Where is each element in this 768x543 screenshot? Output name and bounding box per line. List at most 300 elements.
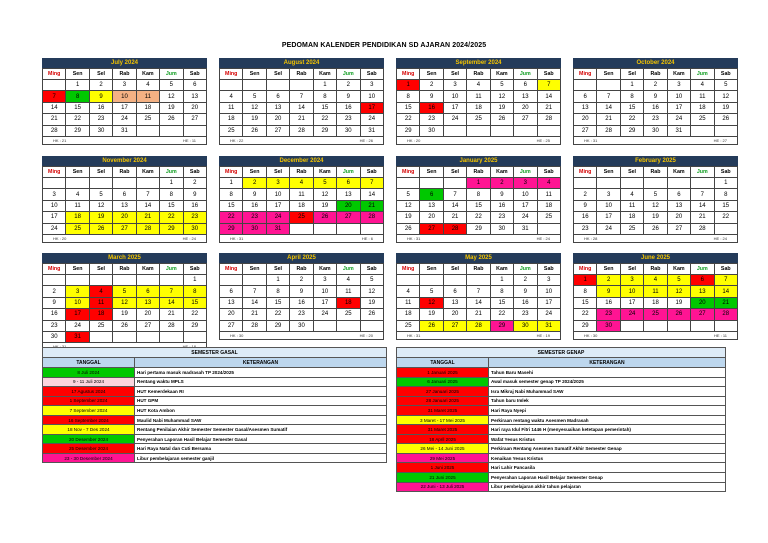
weekday-header: Kam <box>313 264 336 275</box>
day-cell <box>397 275 420 286</box>
day-cell: 15 <box>160 200 183 211</box>
event-date: 3 Maret - 17 Mei 2025 <box>397 415 489 425</box>
table-row <box>397 368 726 378</box>
day-cell: 1 <box>266 275 289 286</box>
table-row <box>397 482 726 492</box>
day-cell: 21 <box>43 114 66 125</box>
day-cell: 14 <box>597 102 620 113</box>
day-cell <box>136 125 159 136</box>
weekday-header: Sen <box>420 264 443 275</box>
day-cell: 26 <box>420 320 443 331</box>
day-cell: 18 <box>691 102 714 113</box>
day-cell: 22 <box>220 212 243 223</box>
day-cell: 17 <box>514 200 537 211</box>
day-cell: 24 <box>360 114 383 125</box>
day-cell <box>183 331 206 342</box>
day-cell: 1 <box>160 178 183 189</box>
day-cell <box>313 223 336 234</box>
day-cell: 15 <box>220 200 243 211</box>
day-cell: 26 <box>644 223 667 234</box>
workday-summary <box>219 137 384 145</box>
day-cell: 30 <box>43 331 66 342</box>
event-date: 26 Mei - 14 Juni 2025 <box>397 444 489 454</box>
day-cell: 3 <box>667 80 690 91</box>
day-cell: 29 <box>490 320 513 331</box>
day-cell: 4 <box>66 189 89 200</box>
day-cell: 14 <box>360 189 383 200</box>
day-cell <box>620 178 643 189</box>
day-cell <box>360 320 383 331</box>
weekday-header: Sen <box>597 167 620 178</box>
day-cell: 12 <box>243 102 266 113</box>
day-cell: 30 <box>183 223 206 234</box>
event-description: Kenaikan Yesus Kristus <box>489 453 726 463</box>
day-cell: 16 <box>514 297 537 308</box>
day-cell: 11 <box>620 200 643 211</box>
day-cell: 22 <box>490 309 513 320</box>
day-cell: 8 <box>714 189 737 200</box>
weekday-header: Ming <box>43 69 66 80</box>
workday-summary <box>573 137 738 145</box>
weekday-header: Sab <box>714 264 737 275</box>
day-cell: 31 <box>360 125 383 136</box>
he-count: HE : 11 <box>713 332 727 338</box>
day-cell: 26 <box>714 114 737 125</box>
day-cell: 20 <box>443 309 466 320</box>
day-cell: 19 <box>490 102 513 113</box>
day-cell <box>136 275 159 286</box>
event-description: Awal masuk semester genap TP 2024/2025 <box>489 377 726 387</box>
day-cell: 27 <box>667 223 690 234</box>
day-cell: 14 <box>243 297 266 308</box>
day-cell: 19 <box>644 212 667 223</box>
day-cell: 9 <box>514 286 537 297</box>
day-cell: 7 <box>597 91 620 102</box>
day-cell: 27 <box>691 309 714 320</box>
day-cell: 3 <box>313 275 336 286</box>
event-description: Hari Raya Nyepi <box>489 406 726 416</box>
day-cell: 2 <box>243 178 266 189</box>
table-row <box>397 434 726 444</box>
day-cell: 3 <box>537 275 560 286</box>
day-cell: 29 <box>574 320 597 331</box>
day-cell: 29 <box>313 125 336 136</box>
day-cell: 31 <box>113 125 136 136</box>
day-cell: 17 <box>313 297 336 308</box>
day-cell: 2 <box>644 80 667 91</box>
day-cell: 13 <box>420 200 443 211</box>
day-cell: 20 <box>183 102 206 113</box>
day-cell: 6 <box>514 80 537 91</box>
event-date: 31 Maret 2025 <box>397 425 489 435</box>
day-cell <box>691 125 714 136</box>
day-cell: 20 <box>113 212 136 223</box>
event-date: 29 Mei 2025 <box>397 453 489 463</box>
day-cell: 23 <box>490 212 513 223</box>
table-row <box>397 377 726 387</box>
day-cell: 11 <box>290 189 313 200</box>
day-cell: 5 <box>420 286 443 297</box>
day-cell: 30 <box>644 125 667 136</box>
day-cell <box>644 320 667 331</box>
day-cell: 28 <box>360 212 383 223</box>
hk-count: HK : 31 <box>407 235 421 241</box>
day-cell <box>113 275 136 286</box>
day-cell: 13 <box>220 297 243 308</box>
day-cell: 29 <box>66 125 89 136</box>
day-cell: 28 <box>691 223 714 234</box>
weekday-header: Kam <box>490 264 513 275</box>
workday-summary <box>396 235 561 243</box>
month-title: August 2024 <box>219 58 384 68</box>
day-cell: 6 <box>420 189 443 200</box>
day-cell: 28 <box>537 114 560 125</box>
day-cell <box>467 275 490 286</box>
month-calendar <box>219 58 384 145</box>
day-cell: 14 <box>43 102 66 113</box>
weekday-header: Rab <box>644 167 667 178</box>
day-cell: 30 <box>243 223 266 234</box>
semester-title: SEMESTER GENAP <box>397 348 726 358</box>
day-cell: 21 <box>714 297 737 308</box>
day-cell <box>420 178 443 189</box>
day-cell: 17 <box>597 212 620 223</box>
weekday-header: Sab <box>537 69 560 80</box>
day-cell: 13 <box>443 297 466 308</box>
weekday-header: Rab <box>113 167 136 178</box>
day-cell: 24 <box>66 320 89 331</box>
day-cell: 5 <box>397 189 420 200</box>
event-description: HUT Kemerdekaan RI <box>135 387 387 397</box>
day-cell: 7 <box>160 286 183 297</box>
day-cell: 23 <box>243 212 266 223</box>
day-cell <box>43 275 66 286</box>
day-cell: 28 <box>43 125 66 136</box>
day-cell: 21 <box>467 309 490 320</box>
day-cell: 27 <box>574 125 597 136</box>
he-count: HE : 19 <box>536 332 550 338</box>
weekday-header: Sab <box>714 69 737 80</box>
day-cell: 23 <box>337 114 360 125</box>
day-cell <box>574 178 597 189</box>
day-cell: 3 <box>266 178 289 189</box>
he-count: HE : 27 <box>713 137 727 143</box>
day-cell: 10 <box>443 91 466 102</box>
day-cell: 7 <box>691 189 714 200</box>
day-cell: 8 <box>574 286 597 297</box>
hk-count: HK : 21 <box>53 137 67 143</box>
day-cell: 30 <box>290 320 313 331</box>
day-cell: 26 <box>360 309 383 320</box>
month-calendar <box>396 58 561 145</box>
day-cell <box>667 320 690 331</box>
day-cell: 21 <box>443 212 466 223</box>
month-title: October 2024 <box>573 58 738 68</box>
weekday-header: Jum <box>337 69 360 80</box>
day-cell: 25 <box>220 125 243 136</box>
weekday-header: Kam <box>313 69 336 80</box>
day-cell: 24 <box>620 309 643 320</box>
day-cell <box>290 80 313 91</box>
event-date: 17 Agustus 2024 <box>43 387 135 397</box>
day-cell: 4 <box>290 178 313 189</box>
he-count: HE : 24 <box>713 235 727 241</box>
month-calendar <box>219 253 384 340</box>
day-cell: 4 <box>337 275 360 286</box>
day-cell: 14 <box>160 297 183 308</box>
day-cell <box>160 331 183 342</box>
table-row <box>397 387 726 397</box>
day-cell: 30 <box>490 223 513 234</box>
day-cell: 13 <box>337 189 360 200</box>
weekday-header: Rab <box>113 264 136 275</box>
month-calendar <box>42 253 207 351</box>
day-cell <box>160 275 183 286</box>
table-row <box>43 377 387 387</box>
event-date: 1 September 2024 <box>43 396 135 406</box>
day-cell: 1 <box>220 178 243 189</box>
day-cell <box>337 320 360 331</box>
weekday-header: Jum <box>691 264 714 275</box>
day-cell: 19 <box>160 102 183 113</box>
day-cell: 22 <box>183 309 206 320</box>
day-cell: 11 <box>220 102 243 113</box>
weekday-header: Jum <box>514 69 537 80</box>
workday-summary <box>219 332 384 340</box>
day-cell: 19 <box>397 212 420 223</box>
day-cell: 12 <box>113 297 136 308</box>
day-cell: 22 <box>397 114 420 125</box>
day-cell: 5 <box>243 91 266 102</box>
event-description: Rentang waktu MPLS <box>135 377 387 387</box>
day-cell: 8 <box>183 286 206 297</box>
day-cell: 18 <box>467 102 490 113</box>
month-calendar <box>573 253 738 340</box>
day-cell: 30 <box>597 320 620 331</box>
day-cell: 2 <box>290 275 313 286</box>
day-cell: 21 <box>136 212 159 223</box>
day-cell: 9 <box>290 286 313 297</box>
day-cell: 12 <box>667 286 690 297</box>
event-date: 1 Juni 2025 <box>397 463 489 473</box>
day-cell: 3 <box>66 286 89 297</box>
weekday-header: Sel <box>266 264 289 275</box>
day-cell <box>313 320 336 331</box>
day-cell: 23 <box>514 309 537 320</box>
day-cell <box>220 80 243 91</box>
event-description: Perkiraan rentang waktu Asesmen Madrasah <box>489 415 726 425</box>
day-cell: 2 <box>43 286 66 297</box>
he-count: HE : 24 <box>536 235 550 241</box>
day-cell: 10 <box>313 286 336 297</box>
hk-count: HK : 31 <box>407 332 421 338</box>
day-cell: 26 <box>667 309 690 320</box>
weekday-header: Sen <box>66 69 89 80</box>
day-cell <box>66 178 89 189</box>
table-row <box>43 368 387 378</box>
day-cell: 12 <box>160 91 183 102</box>
day-cell: 16 <box>290 297 313 308</box>
event-description: Perkiraan Rentang Asesmen Sumatif Akhir Semester Genap <box>489 444 726 454</box>
weekday-header: Jum <box>160 264 183 275</box>
weekday-header: Rab <box>644 264 667 275</box>
description-column-header: KETERANGAN <box>135 358 387 368</box>
day-cell: 2 <box>89 80 112 91</box>
weekday-header: Ming <box>220 264 243 275</box>
day-cell: 16 <box>243 200 266 211</box>
day-cell: 4 <box>537 178 560 189</box>
event-description: Maulid Nabi Muhammad SAW <box>135 415 387 425</box>
day-cell: 10 <box>597 200 620 211</box>
he-count: HE : 25 <box>536 137 550 143</box>
day-cell: 22 <box>266 309 289 320</box>
day-cell: 15 <box>714 200 737 211</box>
month-title: December 2024 <box>219 156 384 166</box>
day-cell: 9 <box>183 189 206 200</box>
day-cell <box>714 223 737 234</box>
day-cell: 29 <box>266 320 289 331</box>
day-cell: 6 <box>266 91 289 102</box>
day-cell: 28 <box>443 223 466 234</box>
weekday-header: Sel <box>620 264 643 275</box>
weekday-header: Kam <box>490 167 513 178</box>
day-cell: 13 <box>183 91 206 102</box>
day-cell: 14 <box>290 102 313 113</box>
weekday-header: Sen <box>597 69 620 80</box>
day-cell: 25 <box>467 114 490 125</box>
day-cell: 25 <box>691 114 714 125</box>
day-cell: 10 <box>43 200 66 211</box>
day-cell: 3 <box>360 80 383 91</box>
day-cell: 21 <box>160 309 183 320</box>
month-title: April 2025 <box>219 253 384 263</box>
day-cell: 24 <box>113 114 136 125</box>
day-cell: 4 <box>620 189 643 200</box>
day-cell: 8 <box>266 286 289 297</box>
table-row <box>43 453 387 463</box>
weekday-header: Sel <box>620 167 643 178</box>
day-cell: 10 <box>667 91 690 102</box>
day-cell: 23 <box>597 309 620 320</box>
day-cell: 10 <box>113 91 136 102</box>
weekday-header: Rab <box>113 69 136 80</box>
weekday-header: Sen <box>243 167 266 178</box>
day-cell: 18 <box>397 309 420 320</box>
table-row <box>43 387 387 397</box>
event-description: HUT Kota Ambon <box>135 406 387 416</box>
day-cell: 7 <box>43 91 66 102</box>
day-cell: 14 <box>537 91 560 102</box>
day-cell: 22 <box>467 212 490 223</box>
he-count: HE : 11 <box>182 137 196 143</box>
day-cell: 18 <box>644 297 667 308</box>
day-cell: 20 <box>220 309 243 320</box>
day-cell: 25 <box>644 309 667 320</box>
day-cell: 21 <box>290 114 313 125</box>
day-cell: 7 <box>537 80 560 91</box>
weekday-header: Rab <box>644 69 667 80</box>
day-cell: 12 <box>644 200 667 211</box>
day-cell: 9 <box>490 189 513 200</box>
day-cell: 16 <box>89 102 112 113</box>
day-cell: 4 <box>467 80 490 91</box>
day-cell: 1 <box>467 178 490 189</box>
weekday-header: Sab <box>360 264 383 275</box>
day-cell: 18 <box>620 212 643 223</box>
event-date: 7 September 2024 <box>43 406 135 416</box>
day-cell: 29 <box>160 223 183 234</box>
day-cell: 28 <box>243 320 266 331</box>
day-cell <box>160 125 183 136</box>
month-title: February 2025 <box>573 156 738 166</box>
table-row <box>43 425 387 435</box>
day-cell <box>43 178 66 189</box>
day-cell: 28 <box>597 125 620 136</box>
day-cell: 18 <box>89 309 112 320</box>
day-cell: 21 <box>691 212 714 223</box>
weekday-header: Ming <box>43 167 66 178</box>
day-cell: 10 <box>620 286 643 297</box>
day-cell: 9 <box>337 91 360 102</box>
day-cell: 17 <box>667 102 690 113</box>
semester-genap-table <box>396 347 726 492</box>
day-cell: 29 <box>397 125 420 136</box>
weekday-header: Jum <box>514 264 537 275</box>
weekday-header: Sel <box>620 69 643 80</box>
day-cell: 25 <box>620 223 643 234</box>
day-cell: 8 <box>397 91 420 102</box>
day-cell: 30 <box>89 125 112 136</box>
day-cell: 16 <box>597 297 620 308</box>
month-calendar <box>396 253 561 340</box>
day-cell: 22 <box>66 114 89 125</box>
day-cell: 18 <box>290 200 313 211</box>
day-cell: 19 <box>113 309 136 320</box>
day-cell: 4 <box>397 286 420 297</box>
day-cell: 28 <box>290 125 313 136</box>
day-cell: 9 <box>243 189 266 200</box>
table-row <box>397 406 726 416</box>
day-cell: 12 <box>420 297 443 308</box>
day-cell: 26 <box>89 223 112 234</box>
day-cell: 13 <box>136 297 159 308</box>
table-row <box>397 415 726 425</box>
semester-title: SEMESTER GASAL <box>43 348 387 358</box>
day-cell: 4 <box>136 80 159 91</box>
day-cell: 9 <box>43 297 66 308</box>
day-cell: 8 <box>490 286 513 297</box>
weekday-header: Kam <box>490 69 513 80</box>
day-cell: 19 <box>89 212 112 223</box>
day-cell: 31 <box>66 331 89 342</box>
weekday-header: Rab <box>467 264 490 275</box>
table-row <box>43 396 387 406</box>
weekday-header: Ming <box>397 69 420 80</box>
day-cell: 13 <box>113 200 136 211</box>
day-cell: 1 <box>397 80 420 91</box>
month-calendar <box>573 156 738 243</box>
day-cell: 19 <box>420 309 443 320</box>
day-cell: 31 <box>514 223 537 234</box>
day-cell: 19 <box>667 297 690 308</box>
day-cell: 17 <box>113 102 136 113</box>
day-cell: 25 <box>136 114 159 125</box>
day-cell <box>89 275 112 286</box>
page-title: PEDOMAN KALENDER PENDIDIKAN SD AJARAN 2024/2025 <box>281 42 487 49</box>
day-cell: 2 <box>337 80 360 91</box>
day-cell: 2 <box>597 275 620 286</box>
day-cell: 8 <box>467 189 490 200</box>
